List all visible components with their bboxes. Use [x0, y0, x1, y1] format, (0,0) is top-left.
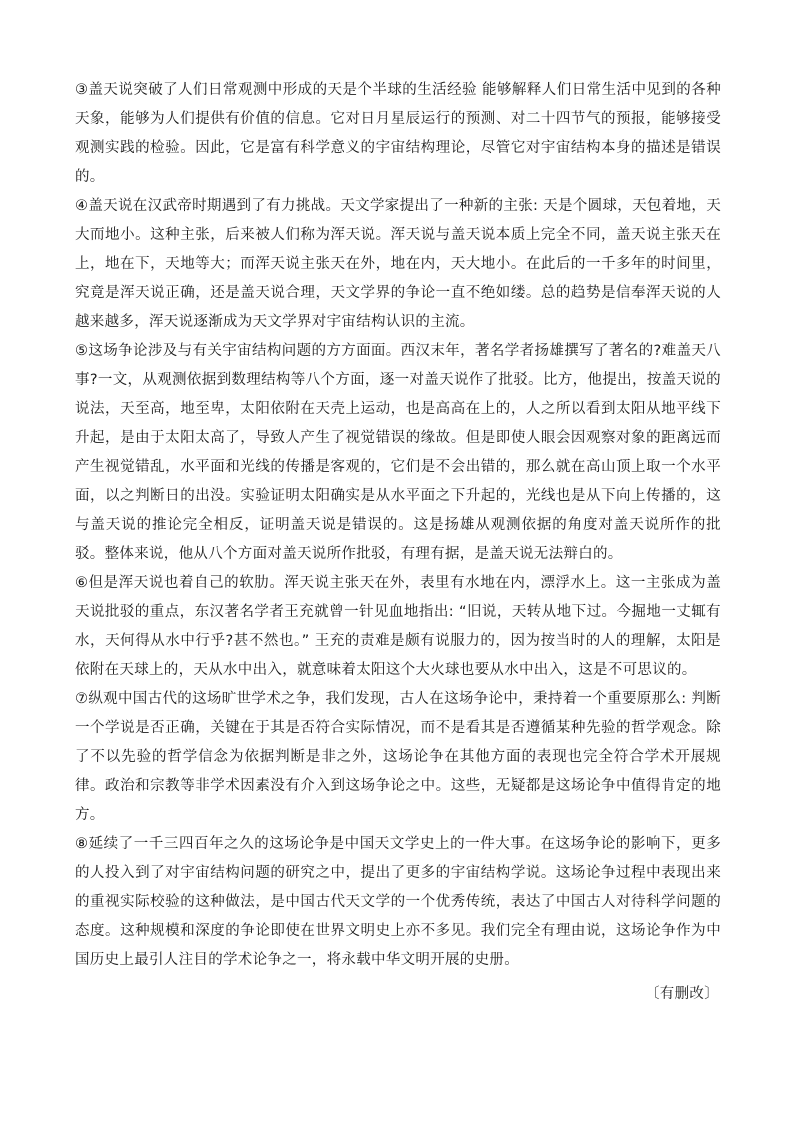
article-body [75, 76, 721, 975]
paragraph-4: ④盖天说在汉武帝时期遇到了有力挑战。天文学家提出了一种新的主张: 天是个圆球，天包着地，天大而地小。这种主张，后来被人们称为浑天说。浑天说与盖天说本质上完全不同，盖天说主张天在上，地在下，天地等大；而浑天说主张天在外，地在内，天大地小。在此后的一千多年的时间里，究竟是浑天说正确，还是盖天说合理，天文学界的争论一直不绝如缕。总的趋势是信奉浑天说的人越来越多，浑天说逐渐成为天文学界对宇宙结构认识的主流。 [75, 198, 721, 330]
paragraph-6: ⑥但是浑天说也着自己的软肋。浑天说主张天在外，表里有水地在内，漂浮水上。这一主张成为盖天说批驳的重点，东汉著名学者王充就曾一针见血地指出: “旧说，天转从地下过。今掘地一丈辄有水，天何得从水中行乎?甚不然也。” 王充的责难是颇有说服力的，因为按当时的人的理解，太阳是依附在天球上的，天从水中出入，就意味着太阳这个大火球也要从水中出入，这是不可思议的。 [75, 575, 721, 678]
paragraph-3: ③盖天说突破了人们日常观测中形成的天是个半球的生活经验 能够解释人们日常生活中见到的各种天象，能够为人们提供有价值的信息。它对日月星辰运行的预测、对二十四节气的预报，能够接受观测实践的检验。因此，它是富有科学意义的宇宙结构理论，尽管它对宇宙结构本身的描述是错误的。 [75, 82, 721, 185]
paragraph-8: ⑧延续了一千三四百年之久的这场论争是中国天文学史上的一件大事。在这场争论的影响下，更多的人投入到了对宇宙结构问题的研究之中，提出了更多的宇宙结构学说。这场论争过程中表现出来的重视实际校验的这种做法，是中国古代天文学的一个优秀传统，表达了中国古人对待科学问题的态度。这种规模和深度的争论即使在世界文明史上亦不多见。我们完全有理由说，这场论争作为中国历史上最引人注目的学术论争之一，将永载中华文明开展的史册。 [75, 836, 721, 968]
source-note: 〔有删改〕 [645, 986, 719, 1002]
paragraph-5: ⑤这场争论涉及与有关宇宙结构问题的方方面面。西汉末年，著名学者扬雄撰写了著名的?难盖天八事?一文，从观测依据到数理结构等八个方面，逐一对盖天说作了批驳。比方，他提出，按盖天说的说法，天至高，地至卑，太阳依附在天壳上运动，也是高高在上的，人之所以看到太阳从地平线下升起，是由于太阳太高了，导致人产生了视觉错误的缘故。但是即使人眼会因观察对象的距离远而产生视觉错乱，水平面和光线的传播是客观的，它们是不会出错的，那么就在高山顶上取一个水平面，以之判断日的出没。实验证明太阳确实是从水平面之下升起的，光线也是从下向上传播的，这与盖天说的推论完全相反，证明盖天说是错误的。这是扬雄从观测依据的角度对盖天说所作的批驳。整体来说，他从八个方面对盖天说所作批驳，有理有据，是盖天说无法辩白的。 [75, 343, 721, 562]
paragraph-7: ⑦纵观中国古代的这场旷世学术之争，我们发现，古人在这场争论中，秉持着一个重要原那么: 判断一个学说是否正确，关键在于其是否符合实际情况，而不是看其是否遵循某种先验的哲学观念。除了不以先验的哲学信念为依据判断是非之外，这场论争在其他方面的表现也完全符合学术开展规律。政治和宗教等非学术因素没有介入到这场争论之中。这些，无疑都是这场论争中值得肯定的地方。 [75, 691, 721, 823]
